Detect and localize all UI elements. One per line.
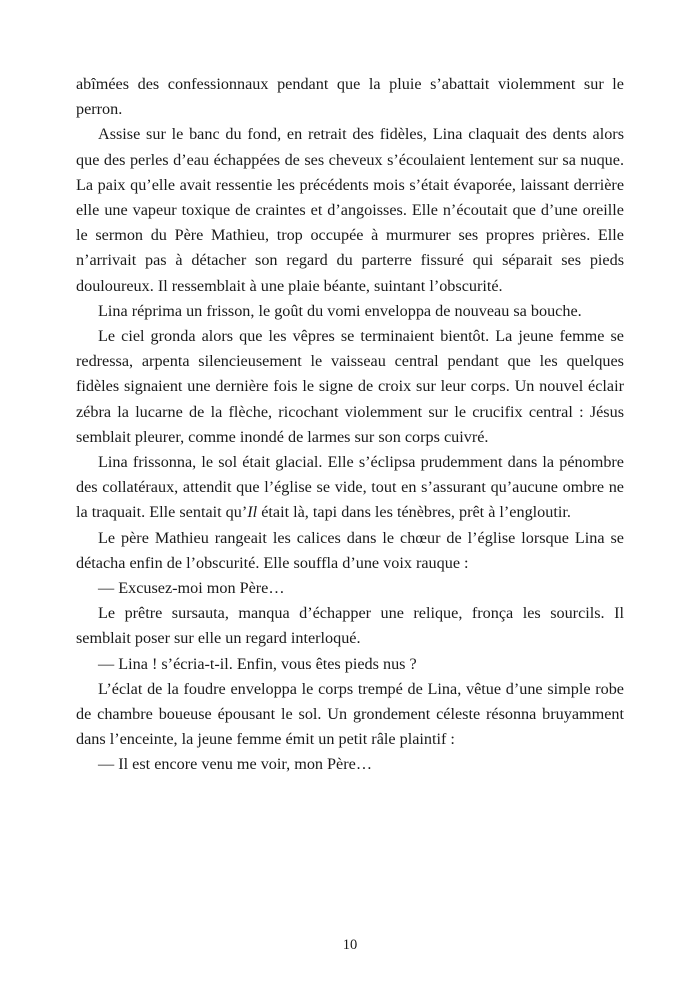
paragraph: L’éclat de la foudre enveloppa le corps trempé de Lina, vêtue d’une simple robe de chambre boueuse épousant le sol. Un grondement céleste résonna bruyamment dans l’enceinte, la jeune femme émit un petit râle plaintif : (76, 679, 624, 749)
paragraph: Le ciel gronda alors que les vêpres se terminaient bientôt. La jeune femme se redressa, arpenta silencieusement le vaisseau central pendant que les quelques fidèles signaient une dernière fois le signe de croix sur leur corps. Un nouvel éclair zébra la lucarne de la flèche, ricochant violemment sur le crucifix central : Jésus semblait pleurer, comme inondé de larmes sur son corps cuivré. (76, 327, 624, 446)
paragraph: Lina réprima un frisson, le goût du vomi enveloppa de nouveau sa bouche. (98, 301, 582, 320)
body-text-block (76, 72, 624, 778)
page-number: 10 (342, 937, 358, 953)
dialogue-line: — Excusez-moi mon Père… (98, 579, 285, 598)
paragraph: Assise sur le banc du fond, en retrait des fidèles, Lina claquait des dents alors que des perles d’eau échappées de ses cheveux s’écoulaient lentement sur sa nuque. La paix qu’elle avait ressentie les précédents mois s’était évaporée, laissant derrière elle une vapeur toxique de craintes et d’angoisses. Elle n’écoutait que d’une oreille le sermon du Père Mathieu, trop occupée à murmurer ses propres prières. Elle n’arrivait pas à détacher son regard du parterre fissuré qui séparait ses pieds douloureux. Il ressemblait à une plaie béante, suintant l’obscurité. (76, 125, 624, 295)
dialogue-line: — Lina ! s’écria-t-il. Enfin, vous êtes pieds nus ? (98, 654, 417, 673)
paragraph-text-segment: Lina frissonna, le sol était glacial. Elle s’éclipsa prudemment dans la pénombre des collatéraux, attendit que l’église se vide, tout en s’assurant qu’aucune ombre ne la traquait. Elle sentait qu’ (76, 453, 624, 522)
paragraph: abîmées des confessionnaux pendant que la pluie s’abattait violemment sur le perron. (76, 75, 624, 119)
paragraph: Le père Mathieu rangeait les calices dans le chœur de l’église lorsque Lina se détacha enfin de l’obscurité. Elle souffla d’une voix rauque : (76, 528, 624, 572)
emphasis-pronoun: Il (247, 503, 258, 522)
dialogue-line: — Il est encore venu me voir, mon Père… (98, 755, 373, 774)
paragraph-with-emphasis (76, 450, 624, 526)
paragraph: Le prêtre sursauta, manqua d’échapper une relique, fronça les sourcils. Il semblait poser sur elle un regard interloqué. (76, 604, 624, 648)
paragraph-text-segment: était là, tapi dans les ténèbres, prêt à l’engloutir. (257, 503, 571, 522)
